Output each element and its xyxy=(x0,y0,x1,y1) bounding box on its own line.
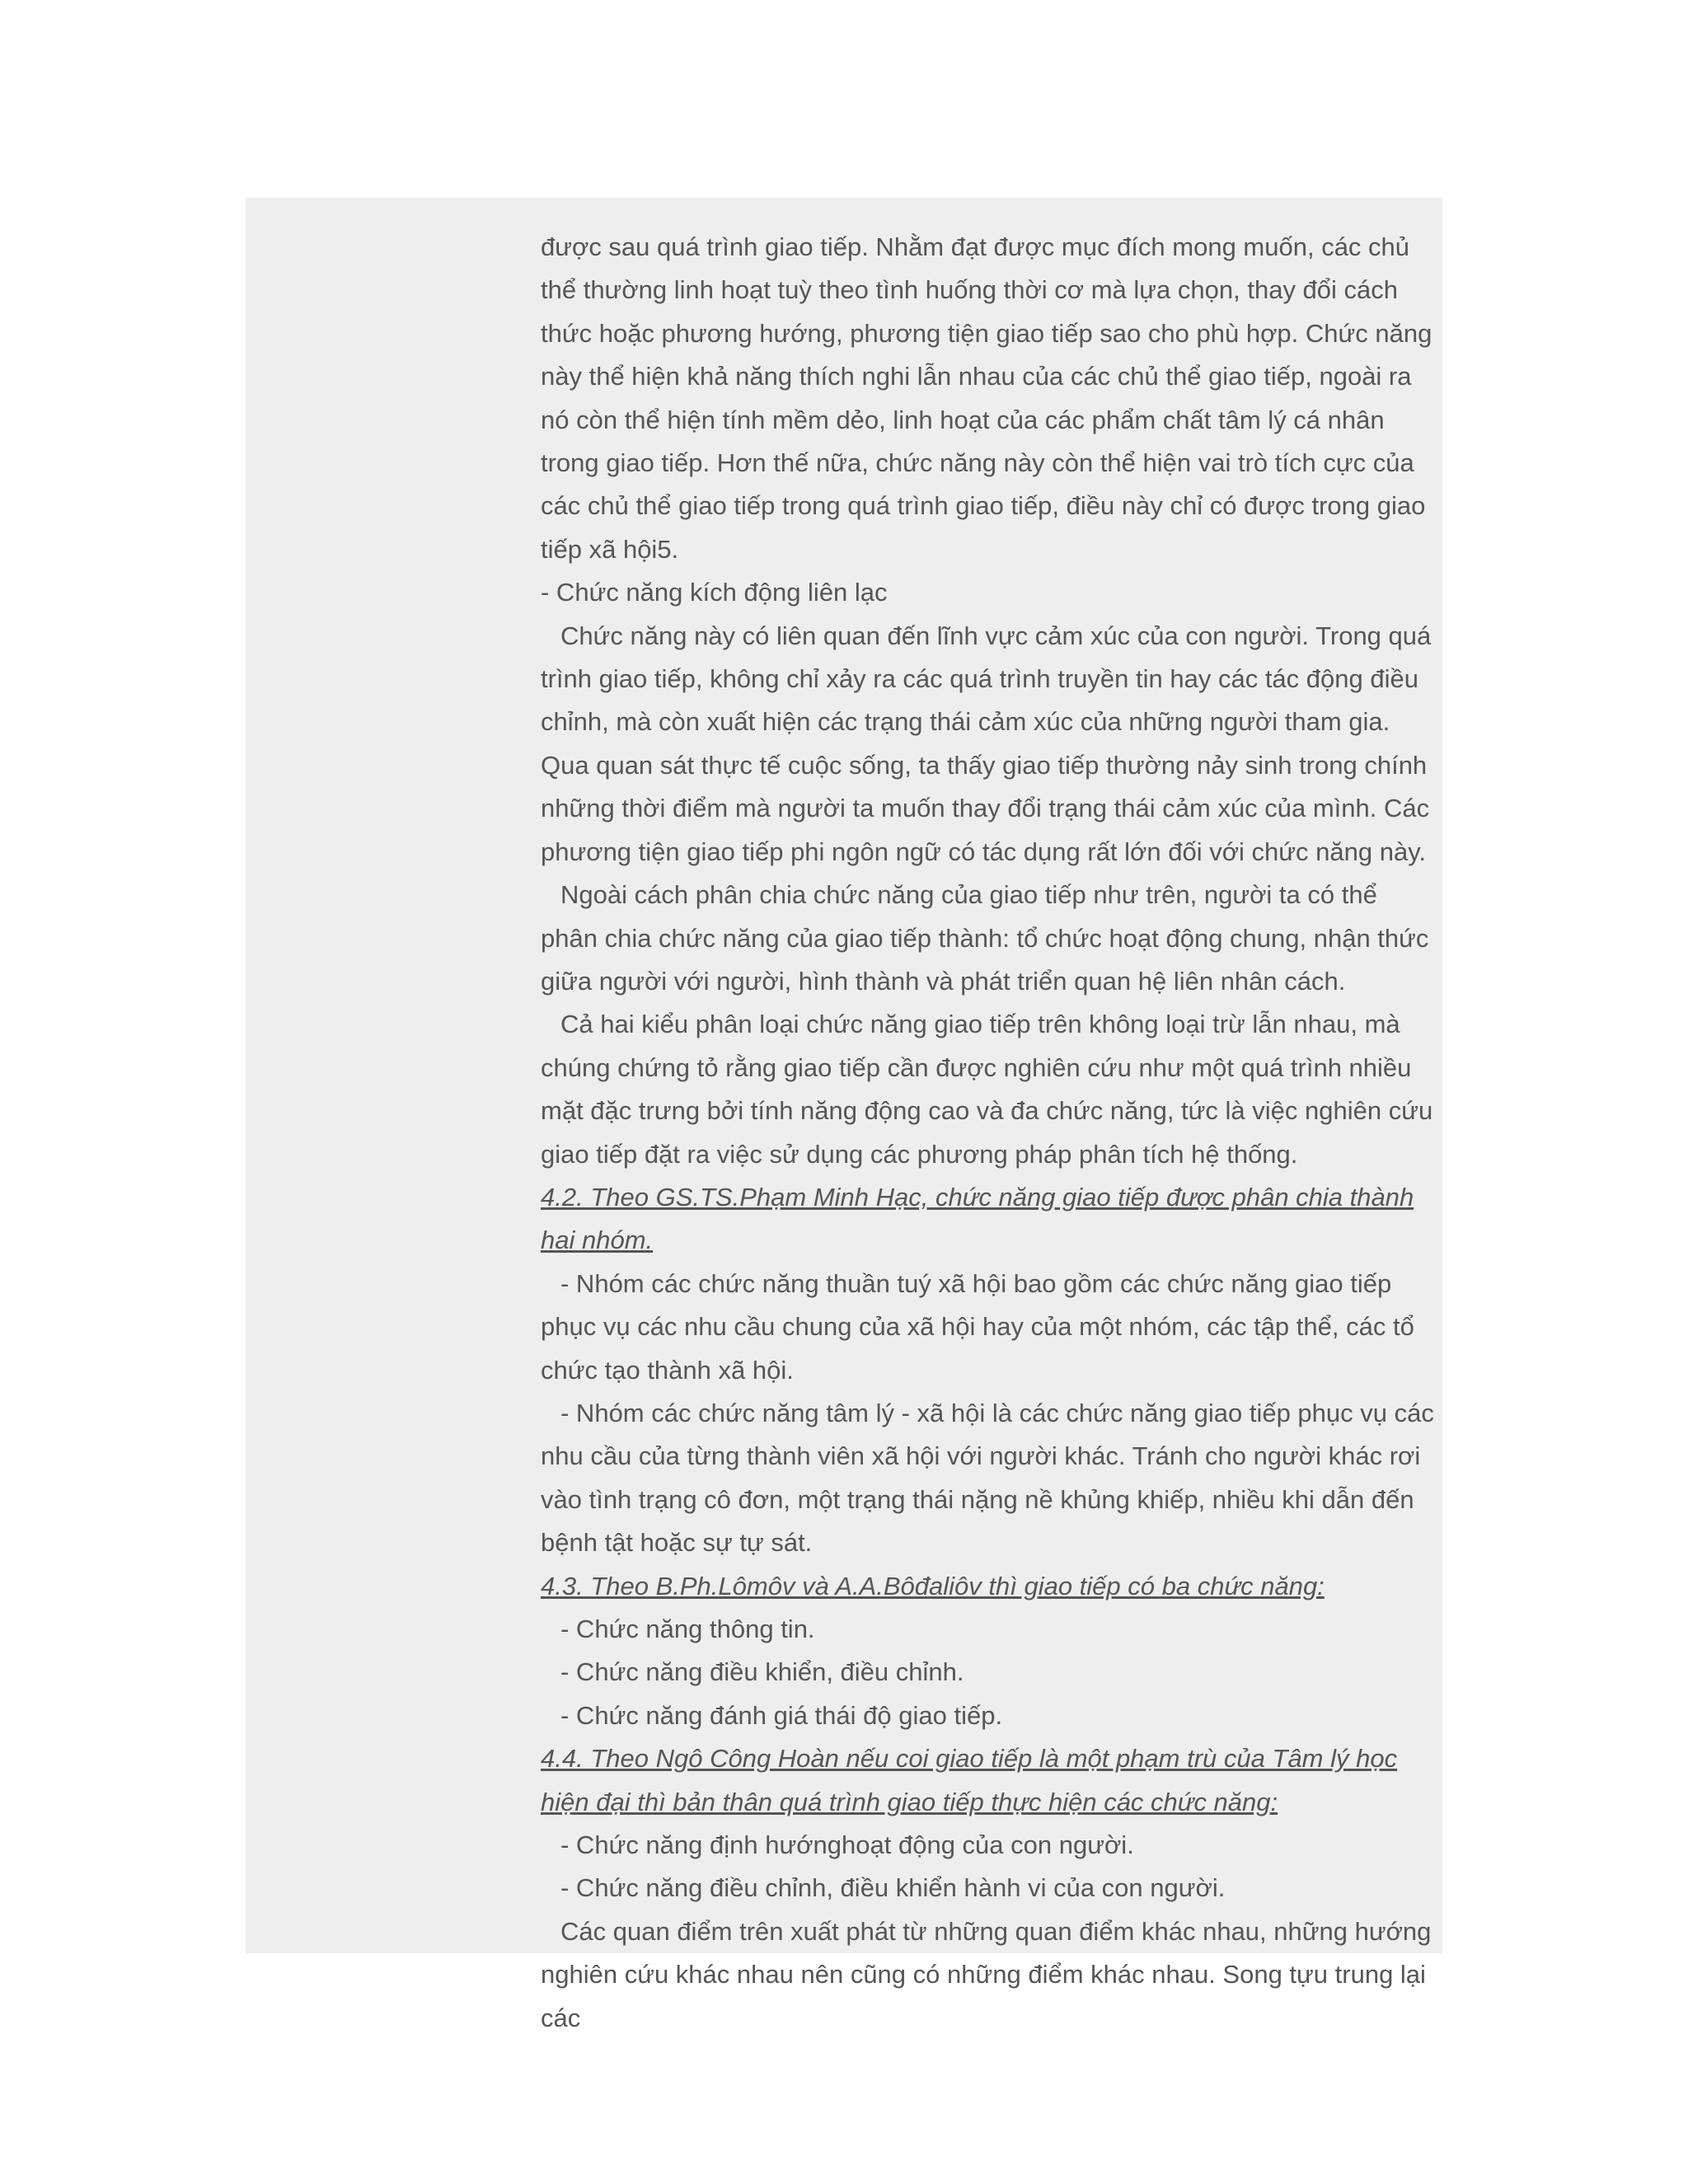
paragraph-communication-adaptation: được sau quá trình giao tiếp. Nhằm đạt được mục đích mong muốn, các chủ thể thường linh hoạt tuỳ theo tình huống thời cơ mà lựa chọn, thay đổi cách thức hoặc phương hướng, phương tiện giao tiếp sao cho phù hợp. Chức năng này thể hiện khả năng thích nghi lẫn nhau của các chủ thể giao tiếp, ngoài ra nó còn thể hiện tính mềm dẻo, linh hoạt của các phẩm chất tâm lý cá nhân trong giao tiếp. Hơn thế nữa, chức năng này còn thể hiện vai trò tích cực của các chủ thể giao tiếp trong quá trình giao tiếp, điều này chỉ có được trong giao tiếp xã hội5. xyxy=(541,232,1432,564)
list-item-orientation-function: - Chức năng định hướnghoạt động của con người. xyxy=(560,1830,1134,1860)
list-item-behavior-regulation-function: - Chức năng điều chỉnh, điều khiển hành vi của con người. xyxy=(560,1873,1226,1903)
list-item-information-function: - Chức năng thông tin. xyxy=(560,1615,815,1643)
list-item-emotional-contact-function: - Chức năng kích động liên lạc xyxy=(541,578,888,607)
document-text-column xyxy=(541,226,1439,2040)
paragraph-alternative-classification: Ngoài cách phân chia chức năng của giao tiếp như trên, người ta có thể phân chia chức năng của giao tiếp thành: tổ chức hoạt động chung, nhận thức giữa người với người, hình thành và phát triển quan hệ liên nhân cách. xyxy=(541,880,1429,996)
paragraph-conclusion: Các quan điểm trên xuất phát từ những quan điểm khác nhau, những hướng nghiên cứu khác nhau nên cũng có những điểm khác nhau. Song tựu trung lại các xyxy=(541,1916,1432,2032)
section-heading-4-3: 4.3. Theo B.Ph.Lômôv và A.A.Bôđaliôv thì giao tiếp có ba chức năng: xyxy=(541,1571,1325,1601)
paragraph-emotional-function: Chức năng này có liên quan đến lĩnh vực cảm xúc của con người. Trong quá trình giao tiếp, không chỉ xảy ra các quá trình truyền tin hay các tác động điều chỉnh, mà còn xuất hiện các trạng thái cảm xúc của những người tham gia. Qua quan sát thực tế cuộc sống, ta thấy giao tiếp thường nảy sinh trong chính những thời điểm mà người ta muốn thay đổi trạng thái cảm xúc của mình. Các phương tiện giao tiếp phi ngôn ngữ có tác dụng rất lớn đối với chức năng này. xyxy=(541,621,1432,866)
section-heading-4-4: 4.4. Theo Ngô Công Hoàn nếu coi giao tiếp là một phạm trù của Tâm lý học hiện đại thì bản thân quá trình giao tiếp thực hiện các chức năng: xyxy=(541,1744,1398,1816)
list-item-evaluation-function: - Chức năng đánh giá thái độ giao tiếp. xyxy=(560,1700,1003,1730)
section-heading-4-2: 4.2. Theo GS.TS.Phạm Minh Hạc, chức năng giao tiếp được phân chia thành hai nhóm. xyxy=(541,1182,1414,1255)
list-item-psychosocial-functions: - Nhóm các chức năng tâm lý - xã hội là các chức năng giao tiếp phục vụ các nhu cầu của từng thành viên xã hội với người khác. Tránh cho người khác rơi vào tình trạng cô đơn, một trạng thái nặng nề khủng khiếp, nhiều khi dẫn đến bệnh tật hoặc sự tự sát. xyxy=(541,1398,1434,1558)
paragraph-classification-summary: Cả hai kiểu phân loại chức năng giao tiếp trên không loại trừ lẫn nhau, mà chúng chứng tỏ rằng giao tiếp cần được nghiên cứu như một quá trình nhiều mặt đặc trưng bởi tính năng động cao và đa chức năng, tức là việc nghiên cứu giao tiếp đặt ra việc sử dụng các phương pháp phân tích hệ thống. xyxy=(541,1010,1433,1169)
list-item-social-functions: - Nhóm các chức năng thuần tuý xã hội bao gồm các chức năng giao tiếp phục vụ các nhu cầu chung của xã hội hay của một nhóm, các tập thể, các tổ chức tạo thành xã hội. xyxy=(541,1268,1414,1385)
list-item-control-function: - Chức năng điều khiển, điều chỉnh. xyxy=(560,1657,964,1687)
